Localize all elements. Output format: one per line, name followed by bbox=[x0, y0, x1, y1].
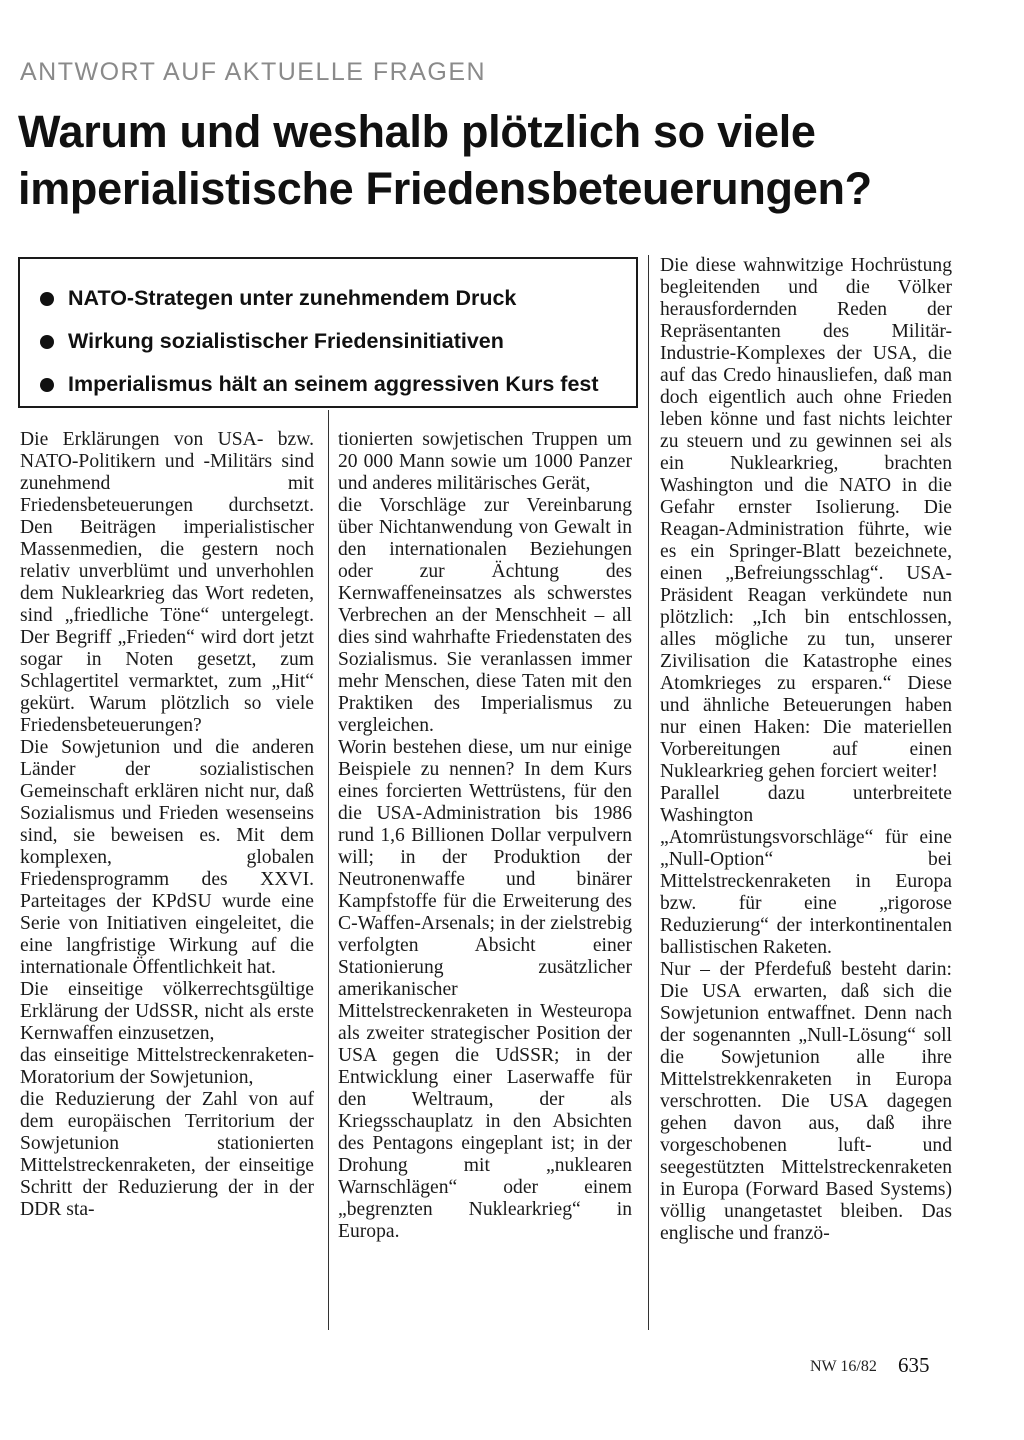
section-kicker: ANTWORT AUF AKTUELLE FRAGEN bbox=[20, 58, 487, 86]
page-number: 635 bbox=[898, 1353, 930, 1377]
paragraph: Die Sowjetunion und die anderen Länder der sozialistischen Gemeinschaft erklären nicht nur, daß Sozialismus und Frieden wesenseins sind, sie beweisen es. Mit dem komplexen, globalen Friedensprogramm des XXVI. Parteitages der KPdSU wurde eine Serie von Initiativen eingeleitet, die eine langfristige Wirkung auf die internationale Öffentlichkeit hat. bbox=[20, 737, 314, 978]
summary-item-text: NATO-Strategen unter zunehmendem Druck bbox=[68, 286, 517, 310]
article-column-1 bbox=[20, 429, 314, 1221]
headline-line-2: imperialistische Friedensbeteuerungen? bbox=[18, 163, 872, 214]
summary-item bbox=[20, 320, 636, 363]
column-divider bbox=[328, 410, 329, 1330]
issue-number: NW 16/82 bbox=[810, 1358, 877, 1375]
article-column-3 bbox=[660, 255, 952, 1245]
headline-line-1: Warum und weshalb plötzlich so viele bbox=[18, 106, 816, 157]
article-column-2 bbox=[338, 429, 632, 1243]
summary-item-text: Wirkung sozialistischer Friedensinitiativen bbox=[68, 329, 504, 353]
paragraph: Parallel dazu unterbreitete Washington „Atomrüstungsvorschläge“ für eine „Null-Option“ bei Mittelstreckenraketen in Europa bzw. für eine „rigorose Reduzierung“ der interkontinentalen ballistischen Raketen. bbox=[660, 783, 952, 958]
summary-item-text: Imperialismus hält an seinem aggressiven Kurs fest bbox=[68, 372, 599, 396]
bullet-icon bbox=[40, 378, 54, 392]
bullet-icon bbox=[40, 292, 54, 306]
paragraph: tionierten sowjetischen Truppen um 20 000 Mann sowie um 1000 Panzer und anderes militärisches Gerät, bbox=[338, 429, 632, 494]
bullet-icon bbox=[40, 335, 54, 349]
paragraph: das einseitige Mittelstreckenraketen-Moratorium der Sowjetunion, bbox=[20, 1045, 314, 1088]
paragraph: Worin bestehen diese, um nur einige Beispiele zu nennen? In dem Kurs eines forcierten Wettrüstens, für den die USA-Administration bis 1986 rund 1,6 Billionen Dollar verpulvern will; in der Produktion der Neutronenwaffe und binärer Kampfstoffe für die Erweiterung des C-Waffen-Arsenals; in der zielstrebig verfolgten Absicht einer Stationierung zusätzlicher amerikanischer Mittelstreckenraketen in Westeuropa als zweiter strategischer Position der USA gegen die UdSSR; in der Entwicklung einer Laserwaffe für den Weltraum, der als Kriegsschauplatz in den Absichten des Pentagons eingeplant ist; in der Drohung mit „nuklearen Warnschlägen“ oder einem „begrenzten Nuklearkrieg“ in Europa. bbox=[338, 737, 632, 1242]
summary-item bbox=[20, 363, 636, 406]
paragraph: die Reduzierung der Zahl von auf dem europäischen Territorium der Sowjetunion stationierten Mittelstreckenraketen, der einseitige Schritt der Reduzierung der in der DDR sta- bbox=[20, 1089, 314, 1220]
paragraph: Nur – der Pferdefuß besteht darin: Die USA erwarten, daß sich die Sowjetunion entwaffnet. Denn nach der sogenannten „Null-Lösung“ soll die Sowjetunion alle ihre Mittelstrekkenraketen in Europa verschrotten. Die USA dagegen gehen davon aus, daß ihre vorgeschobenen luft- und seegestützten Mittelstreckenraketen in Europa (Forward Based Systems) völlig unangetastet bleiben. Das englische und franzö- bbox=[660, 959, 952, 1244]
summary-box bbox=[18, 257, 638, 408]
paragraph: die Vorschläge zur Vereinbarung über Nichtanwendung von Gewalt in den internationalen Beziehungen oder zur Ächtung des Kernwaffeneinsatzes als schwerstes Verbrechen an der Menschheit – all dies sind wahrhafte Friedenstaten des Sozialismus. Sie veranlassen immer mehr Menschen, diese Taten mit den Praktiken des Imperialismus zu vergleichen. bbox=[338, 495, 632, 736]
paragraph: Die einseitige völkerrechtsgültige Erklärung der UdSSR, nicht als erste Kernwaffen einzusetzen, bbox=[20, 979, 314, 1044]
paragraph: Die Erklärungen von USA- bzw. NATO-Politikern und -Militärs sind zunehmend mit Friedensbeteuerungen durchsetzt. Den Beiträgen imperialistischer Massenmedien, die gestern noch relativ unverblümt und unverhohlen dem Nuklearkrieg das Wort redeten, sind „friedliche Töne“ untergelegt. Der Begriff „Frieden“ wird dort jetzt sogar in Noten gesetzt, zum Schlagertitel vermarktet, zum „Hit“ gekürt. Warum plötzlich so viele Friedensbeteuerungen? bbox=[20, 429, 314, 736]
paragraph: Die diese wahnwitzige Hochrüstung begleitenden und die Völker herausfordernden Reden der Repräsentanten des Militär-Industrie-Komplexes der USA, die auf das Credo hinausliefen, daß man doch eigentlich auch ohne Frieden leben könne und fast nichts leichter zu steuern und zu gewinnen sei als ein Nuklearkrieg, brachten Washington und die NATO in die Gefahr ernster Isolierung. Die Reagan-Administration führte, wie es ein Springer-Blatt bezeichnete, einen „Befreiungsschlag“. USA-Präsident Reagan verkündete nun plötzlich: „Ich bin entschlossen, alles mögliche zu tun, unserer Zivilisation die Katastrophe eines Atomkrieges zu ersparen.“ Diese und ähnliche Beteuerungen haben nur einen Haken: Die materiellen Vorbereitungen auf einen Nuklearkrieg gehen forciert weiter! bbox=[660, 255, 952, 782]
summary-item bbox=[20, 277, 636, 320]
column-divider bbox=[648, 255, 649, 1330]
article-headline bbox=[18, 103, 1008, 217]
